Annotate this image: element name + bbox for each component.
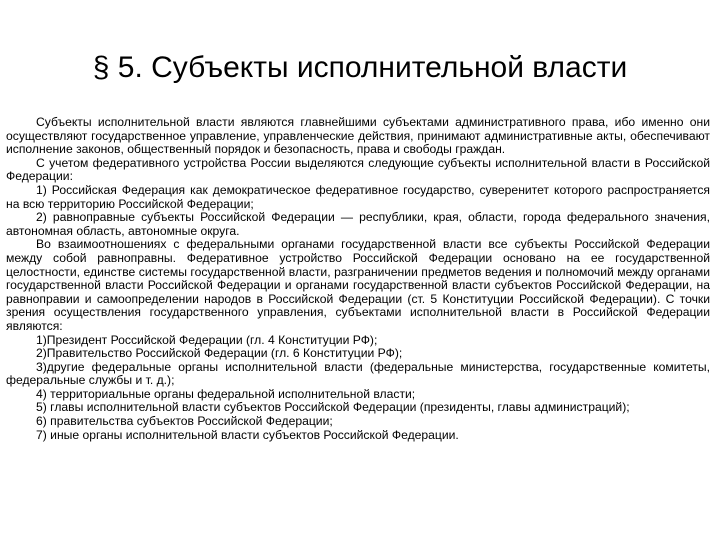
list-item-government: 2)Правительство Российской Федерации (гл. 6 Конституции РФ);: [36, 346, 403, 361]
list-item-president: 1)Президент Российской Федерации (гл. 4 Конституции РФ);: [36, 332, 378, 347]
paragraph-intro: Субъекты исполнительной власти являются главнейшими субъектами административного права, ибо именно они осуществляют государственное управление, управленческие действия, принимают административные акты, обеспечивают исполнение законов, общественный порядок и безопасность, права и свободы граждан.: [6, 115, 710, 157]
list-item-subject-governments: 6) правительства субъектов Российской Федерации;: [36, 414, 333, 429]
paragraph-item-russian-federation: 1) Российская Федерация как демократическое федеративное государство, суверенитет которого распространяется на всю территорию Российской Федерации;: [6, 182, 710, 211]
list-item-territorial-bodies: 4) территориальные органы федеральной исполнительной власти;: [36, 386, 416, 401]
paragraph-relations: Во взаимоотношениях с федеральными органами государственной власти все субъекты Российской Федерации между собой равноправны. Федеративное устройство Российской Федерации основано на ее государственной целостности, единстве системы государственной власти, разграничении предметов ведения и полномочий между органами государственной власти Российской Федерации и органами государственной власти субъектов Российской Федерации, на равноправии и самоопределении народов в Российской Федерации (ст. 5 Конституции Российской Федерации). С точки зрения осуществления государственного управления, субъектами исполнительной власти в Российской Федерации являются:: [6, 237, 710, 333]
list-item-federal-bodies: 3)другие федеральные органы исполнительной власти (федеральные министерства, государственные комитеты, федеральные службы и т. д.);: [6, 359, 710, 388]
list-item-heads-of-subjects: 5) главы исполнительной власти субъектов Российской Федерации (президенты, главы администраций);: [36, 400, 630, 415]
list-item-other-bodies: 7) иные органы исполнительной власти субъектов Российской Федерации.: [36, 427, 459, 442]
slide-body: [6, 116, 710, 442]
slide-title: § 5. Субъекты исполнительной власти: [92, 51, 628, 84]
paragraph-item-federal-subjects: 2) равноправные субъекты Российской Федерации — республики, края, области, города федерального значения, автономная область, автономные округа.: [6, 210, 710, 238]
paragraph-federal-structure: С учетом федеративного устройства России выделяются следующие субъекты исполнительной власти в Российской Федерации:: [6, 155, 710, 184]
